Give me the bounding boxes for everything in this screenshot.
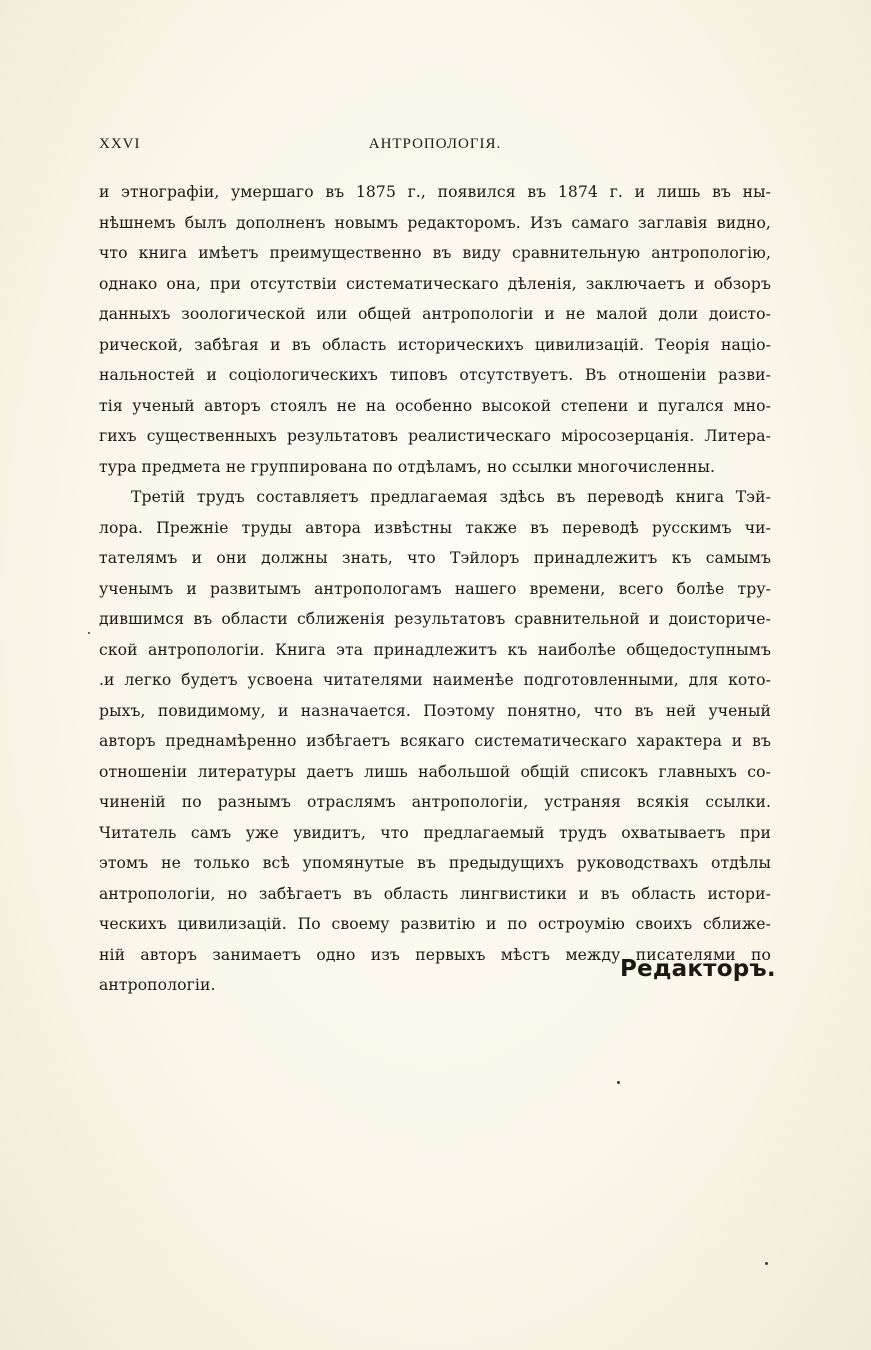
text-line: рической, забѣгая и въ область историческихъ цивилизацій. Теорія націо- (99, 335, 771, 354)
running-title: АНТРОПОЛОГІЯ. (368, 136, 502, 152)
text-line: ской антропологіи. Книга эта принадлежитъ къ наиболѣе общедоступнымъ (99, 640, 771, 659)
signature: Редакторъ. (620, 956, 776, 982)
text-line: рыхъ, повидимому, и назначается. Поэтому понятно, что въ ней ученый (99, 701, 771, 720)
text-line: Читатель самъ уже увидитъ, что предлагаемый трудъ охватываетъ при (99, 823, 771, 842)
text-line: что книга имѣетъ преимущественно въ виду сравнительную антропологію, (99, 244, 771, 262)
text-line: однако она, при отсутствіи систематическаго дѣленія, заключаетъ и обзоръ (99, 274, 771, 293)
text-line: чиненій по разнымъ отраслямъ антропологіи, устраняя всякія ссылки. (99, 793, 771, 811)
text-line: авторъ преднамѣренно избѣгаетъ всякаго систематическаго характера и въ (99, 732, 771, 750)
text-line: ческихъ цивилизацій. По своему развитію и по остроумію своихъ сближе- (99, 915, 771, 933)
text-line: отношеніи литературы даетъ лишь набольшой общій списокъ главныхъ со- (99, 762, 771, 781)
text-line: ній авторъ занимаетъ одно изъ первыхъ мѣстъ между писателями по (99, 945, 771, 964)
text-line: антропологіи, но забѣгаетъ въ область лингвистики и въ область истори- (99, 884, 771, 903)
text-line: этомъ не только всѣ упомянутые въ предыдущихъ руководствахъ отдѣлы (99, 854, 771, 872)
text-line: ученымъ и развитымъ антропологамъ нашего времени, всего болѣе тру- (99, 579, 771, 598)
text-line: лора. Прежніе труды автора извѣстны также въ переводѣ русскимъ чи- (99, 518, 771, 537)
text-line: тателямъ и они должны знать, что Тэйлоръ принадлежитъ къ самымъ (99, 549, 771, 567)
text-line: антропологіи. (99, 976, 216, 994)
text-line: и этнографіи, умершаго въ 1875 г., появился въ 1874 г. и лишь въ ны- (99, 183, 771, 201)
text-line: .и легко будетъ усвоена читателями наименѣе подготовленными, для кото- (99, 671, 771, 689)
text-line: Третій трудъ составляетъ предлагаемая здѣсь въ переводѣ книга Тэй- (131, 488, 771, 506)
paragraph-2 (99, 482, 771, 1001)
body-text (99, 177, 771, 1001)
text-line: нѣшнемъ былъ дополненъ новымъ редакторомъ. Изъ самаго заглавія видно, (99, 213, 771, 232)
page-number: XXVI (99, 136, 141, 152)
paper-speck (617, 1081, 620, 1084)
text-line: дившимся въ области сближенія результатовъ сравнительной и доисториче- (99, 610, 771, 628)
text-line: нальностей и соціологическихъ типовъ отсутствуетъ. Въ отношеніи разви- (99, 366, 771, 384)
text-line: гихъ существенныхъ результатовъ реалистическаго міросозерцанія. Литера- (99, 427, 771, 445)
paragraph-1 (99, 177, 771, 482)
paper-speck (765, 1262, 768, 1265)
running-head (99, 136, 771, 156)
paper-speck (88, 632, 90, 634)
text-line: данныхъ зоологической или общей антропологіи и не малой доли доисто- (99, 305, 771, 323)
text-line: тія ученый авторъ стоялъ не на особенно высокой степени и пугался мно- (99, 396, 771, 415)
text-line: тура предмета не группирована по отдѣламъ, но ссылки многочисленны. (99, 457, 716, 476)
